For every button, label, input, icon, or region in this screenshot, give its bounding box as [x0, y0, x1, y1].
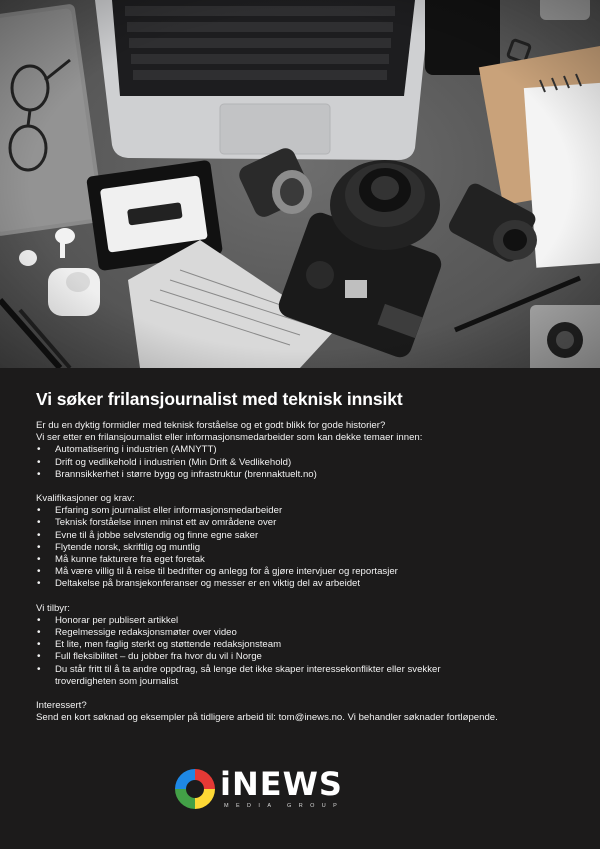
intro-line-1: Er du en dyktig formidler med teknisk forståelse og et godt blikk for gode historier? [36, 420, 386, 431]
list-item: • Full fleksibilitet – du jobber fra hvor du vil i Norge [36, 651, 566, 663]
list-item: • Erfaring som journalist eller informasjonsmedarbeider [36, 505, 566, 517]
list-item: • Et lite, men faglig sterkt og støttende redaksjonsteam [36, 639, 566, 651]
hero-photo [0, 0, 600, 368]
list-item: • Drift og vedlikehold i industrien (Min Drift & Vedlikehold) [36, 457, 566, 469]
qualifications-heading: Kvalifikasjoner og krav: [36, 493, 135, 505]
list-item: • Honorar per publisert artikkel [36, 615, 566, 627]
list-item: • Du står fritt til å ta andre oppdrag, så lenge det ikke skaper interessekonflikter eller svekker troverdigheten som journalist [36, 664, 455, 688]
logo-wordmark: iNEWS [220, 765, 343, 803]
inews-logo-mark-icon [174, 768, 216, 810]
page-title: Vi søker frilansjournalist med teknisk innsikt [36, 389, 403, 409]
list-item: • Flytende norsk, skriftlig og muntlig [36, 542, 566, 554]
desk-flatlay-illustration [0, 0, 600, 368]
list-item: • Må være villig til å reise til bedrifter og anlegg for å gjøre intervjuer og reportasjer [36, 566, 566, 578]
topics-list [36, 444, 566, 481]
offer-list [36, 615, 566, 688]
list-item: • Evne til å jobbe selvstendig og finne egne saker [36, 530, 566, 542]
list-item: • Automatisering i industrien (AMNYTT) [36, 444, 566, 456]
list-item: • Regelmessige redaksjonsmøter over video [36, 627, 566, 639]
logo-tagline: MEDIA GROUP [224, 803, 345, 809]
intro-line-2: Vi ser etter en frilansjournalist eller informasjonsmedarbeider som kan dekke temaer innen: [36, 432, 423, 444]
list-item: • Må kunne fakturere fra eget foretak [36, 554, 566, 566]
list-item: • Teknisk forståelse innen minst ett av områdene over [36, 517, 566, 529]
offer-heading: Vi tilbyr: [36, 602, 70, 614]
contact-heading: Interessert? [36, 700, 87, 712]
contact-text: Send en kort søknad og eksempler på tidligere arbeid til: tom@inews.no. Vi behandler søknader fortløpende. [36, 712, 498, 724]
qualifications-list [36, 505, 566, 590]
list-item: • Deltakelse på bransjekonferanser og messer er en viktig del av arbeidet [36, 578, 566, 590]
inews-logo [174, 766, 374, 816]
job-ad-body [36, 388, 566, 724]
list-item: • Brannsikkerhet i større bygg og infrastruktur (brennaktuelt.no) [36, 469, 566, 481]
